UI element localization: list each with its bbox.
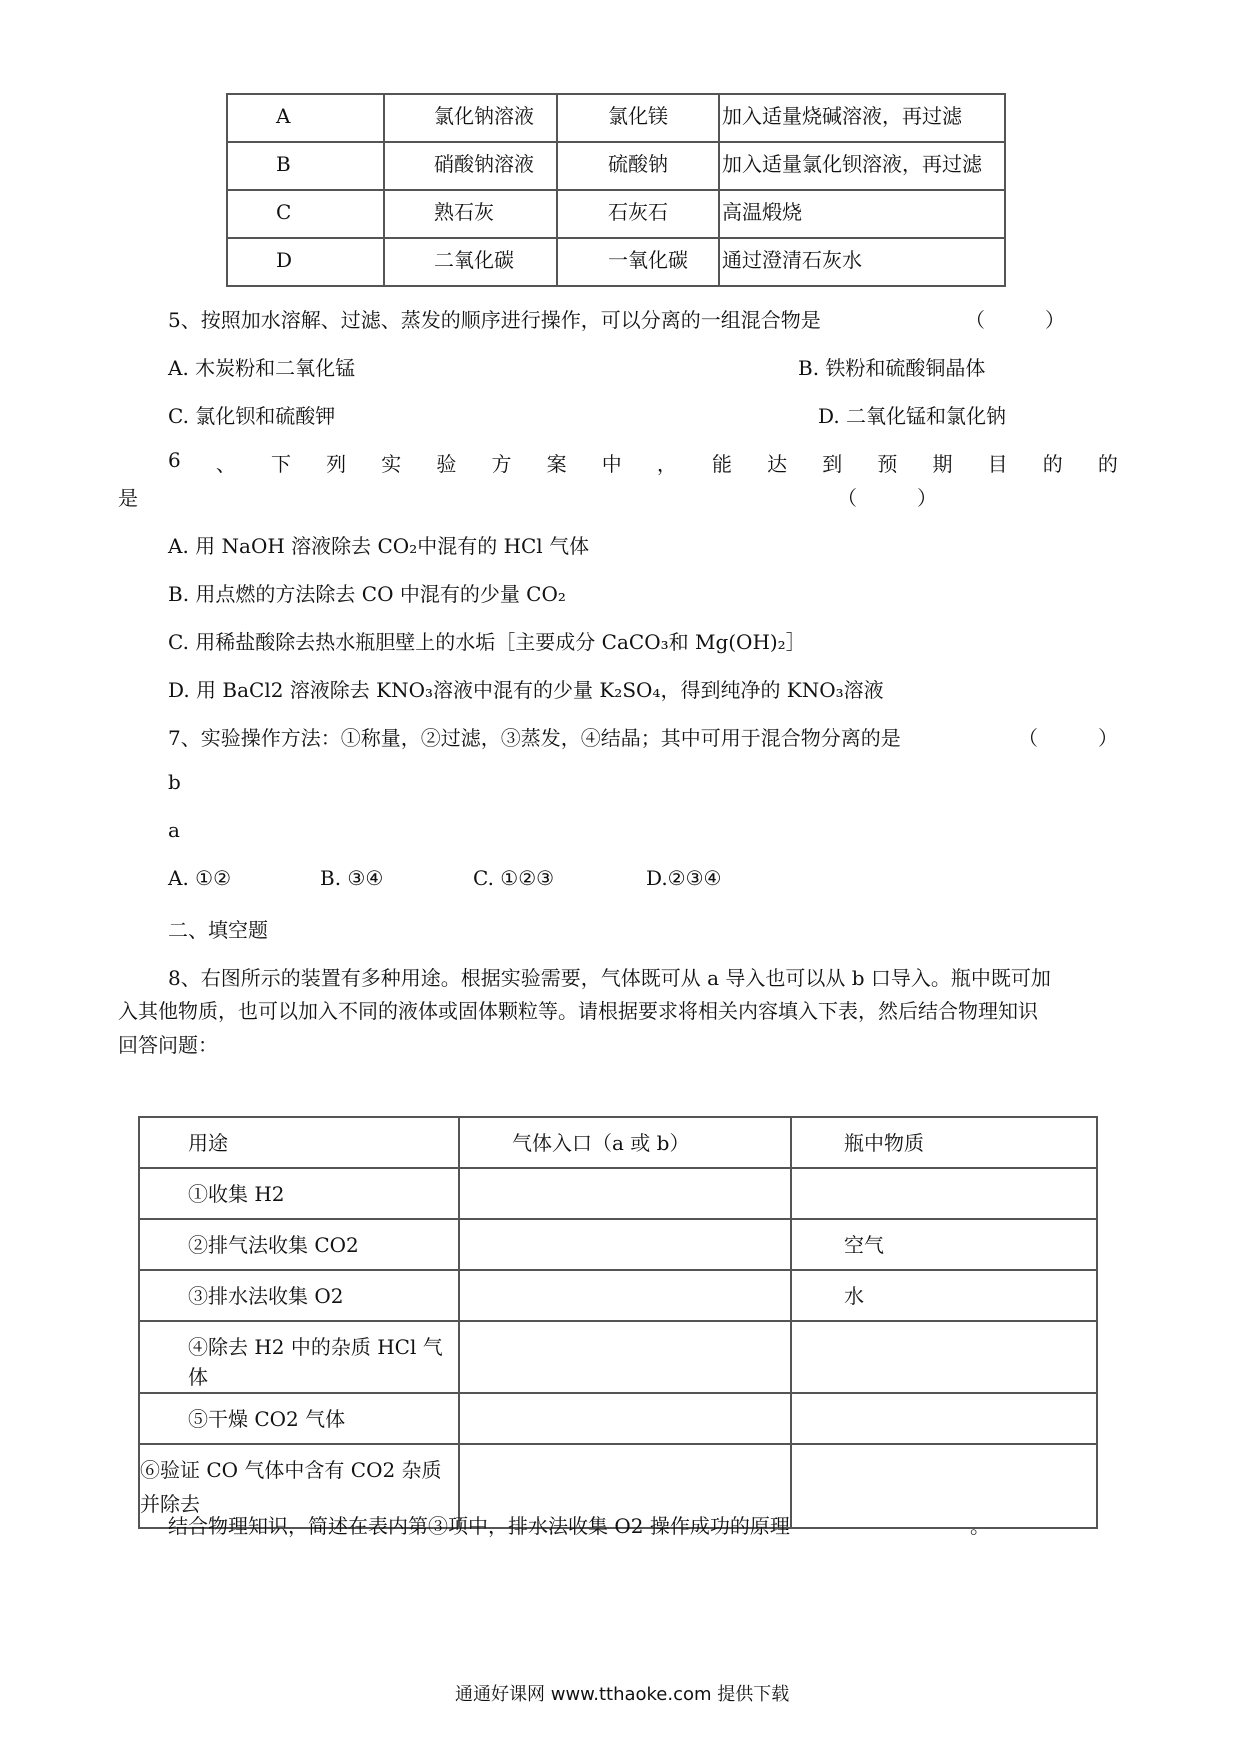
stem-char: 到 — [822, 452, 843, 476]
stem-char: 验 — [436, 452, 457, 476]
page-footer: 通通好课网 www.tthaoke.com 提供下载 — [455, 1684, 790, 1705]
column-header: 用途 — [139, 1117, 459, 1168]
table-header-row — [139, 1117, 1097, 1168]
option-a: A. 木炭粉和二氧化锰 — [168, 356, 356, 380]
stem-char: 中 — [601, 452, 622, 476]
option-c: C. ①②③ — [473, 866, 555, 890]
table-cell — [791, 1444, 1097, 1528]
table-cell: 空气 — [791, 1219, 1097, 1270]
figure-label-a: a — [168, 818, 180, 842]
stem-char: 下 — [270, 452, 291, 476]
table-row — [227, 142, 1005, 190]
column-header: 气体入口（a 或 b） — [459, 1117, 791, 1168]
table-cell: ④除去 H2 中的杂质 HCl 气体 — [139, 1321, 459, 1393]
option-c: C. 氯化钡和硫酸钾 — [168, 404, 336, 428]
stem-char: 达 — [767, 452, 788, 476]
table-cell: 高温煅烧 — [719, 190, 1005, 238]
conclusion-end-mark: 。 — [970, 1514, 990, 1538]
table-cell: C — [227, 190, 384, 238]
table-cell: ⑤干燥 CO2 气体 — [139, 1393, 459, 1444]
table-cell: B — [227, 142, 384, 190]
table-cell: ⑥验证 CO 气体中含有 CO2 杂质并除去 — [139, 1444, 459, 1528]
stem-char: 6 — [168, 448, 181, 472]
table-cell: 硫酸钠 — [557, 142, 719, 190]
table-cell — [459, 1219, 791, 1270]
option-d: D. 用 BaCl2 溶液除去 KNO₃溶液中混有的少量 K₂SO₄，得到纯净的 KNO₃溶液 — [168, 678, 884, 702]
option-a: A. ①② — [168, 866, 232, 890]
question-6-stem-end: 是 — [118, 486, 138, 510]
option-a: A. 用 NaOH 溶液除去 CO₂中混有的 HCl 气体 — [168, 534, 590, 558]
table-cell: 熟石灰 — [384, 190, 557, 238]
table-cell — [459, 1321, 791, 1393]
stem-char: 方 — [491, 452, 512, 476]
table-cell: 加入适量烧碱溶液，再过滤 — [719, 94, 1005, 142]
table-cell: 二氧化碳 — [384, 238, 557, 286]
table-cell: 加入适量氯化钡溶液，再过滤 — [719, 142, 1005, 190]
table-cell: 通过澄清石灰水 — [719, 238, 1005, 286]
option-b: B. 用点燃的方法除去 CO 中混有的少量 CO₂ — [168, 582, 566, 606]
impurity-removal-table — [226, 93, 1006, 287]
stem-char: 目 — [987, 452, 1008, 476]
answer-bracket: （ ） — [837, 486, 937, 510]
conclusion-prompt: 结合物理知识，简述在表内第③项中，排水法收集 O2 操作成功的原理 — [168, 1514, 790, 1538]
stem-char: 案 — [546, 452, 567, 476]
table-row — [139, 1321, 1097, 1393]
table-row — [227, 190, 1005, 238]
option-b: B. ③④ — [320, 866, 384, 890]
stem-char: 、 — [215, 452, 236, 476]
table-cell: D — [227, 238, 384, 286]
table-cell: 水 — [791, 1270, 1097, 1321]
table-cell: 氯化钠溶液 — [384, 94, 557, 142]
table-cell — [459, 1393, 791, 1444]
option-d: D.②③④ — [646, 866, 722, 890]
table-cell — [791, 1168, 1097, 1219]
table-cell: 石灰石 — [557, 190, 719, 238]
table-cell: 硝酸钠溶液 — [384, 142, 557, 190]
section-heading: 二、填空题 — [168, 918, 268, 942]
table-row — [139, 1270, 1097, 1321]
stem-char: 的 — [1042, 452, 1063, 476]
question-5-stem: 5、按照加水溶解、过滤、蒸发的顺序进行操作，可以分离的一组混合物是 — [168, 308, 821, 332]
option-c: C. 用稀盐酸除去热水瓶胆壁上的水垢［主要成分 CaCO₃和 Mg(OH)₂］ — [168, 630, 806, 654]
stem-char: 期 — [932, 452, 953, 476]
option-d: D. 二氧化锰和氯化钠 — [818, 404, 1007, 428]
stem-char: 列 — [326, 452, 347, 476]
table-cell — [791, 1393, 1097, 1444]
figure-label-b: b — [168, 770, 181, 794]
stem-char: 的 — [1097, 452, 1118, 476]
table-row — [139, 1219, 1097, 1270]
table-cell — [459, 1168, 791, 1219]
table-row — [139, 1393, 1097, 1444]
table-cell — [791, 1321, 1097, 1393]
question-7-stem: 7、实验操作方法：①称量，②过滤，③蒸发，④结晶；其中可用于混合物分离的是 — [168, 726, 901, 750]
question-6-stem — [168, 448, 1118, 477]
table-row — [227, 94, 1005, 142]
question-8-line-2: 入其他物质，也可以加入不同的液体或固体颗粒等。请根据要求将相关内容填入下表，然后结合物理知识 — [118, 999, 1038, 1023]
option-b: B. 铁粉和硫酸铜晶体 — [798, 356, 986, 380]
question-8-line-1: 8、右图所示的装置有多种用途。根据实验需要，气体既可从 a 导入也可以从 b 口导入。瓶中既可加 — [168, 966, 1051, 990]
question-8-line-3: 回答问题： — [118, 1033, 218, 1057]
table-cell — [459, 1270, 791, 1321]
gas-bottle-uses-table — [138, 1116, 1098, 1529]
answer-bracket: （ ） — [1018, 726, 1118, 750]
stem-char: ， — [656, 452, 677, 476]
table-cell: A — [227, 94, 384, 142]
stem-char: 预 — [877, 452, 898, 476]
table-cell: ③排水法收集 O2 — [139, 1270, 459, 1321]
table-cell: ②排气法收集 CO2 — [139, 1219, 459, 1270]
stem-char: 实 — [381, 452, 402, 476]
table-cell: 氯化镁 — [557, 94, 719, 142]
column-header: 瓶中物质 — [791, 1117, 1097, 1168]
table-cell: 一氧化碳 — [557, 238, 719, 286]
stem-char: 能 — [711, 452, 732, 476]
table-cell: ①收集 H2 — [139, 1168, 459, 1219]
table-row — [139, 1168, 1097, 1219]
answer-bracket: （ ） — [965, 308, 1065, 332]
table-row — [227, 238, 1005, 286]
